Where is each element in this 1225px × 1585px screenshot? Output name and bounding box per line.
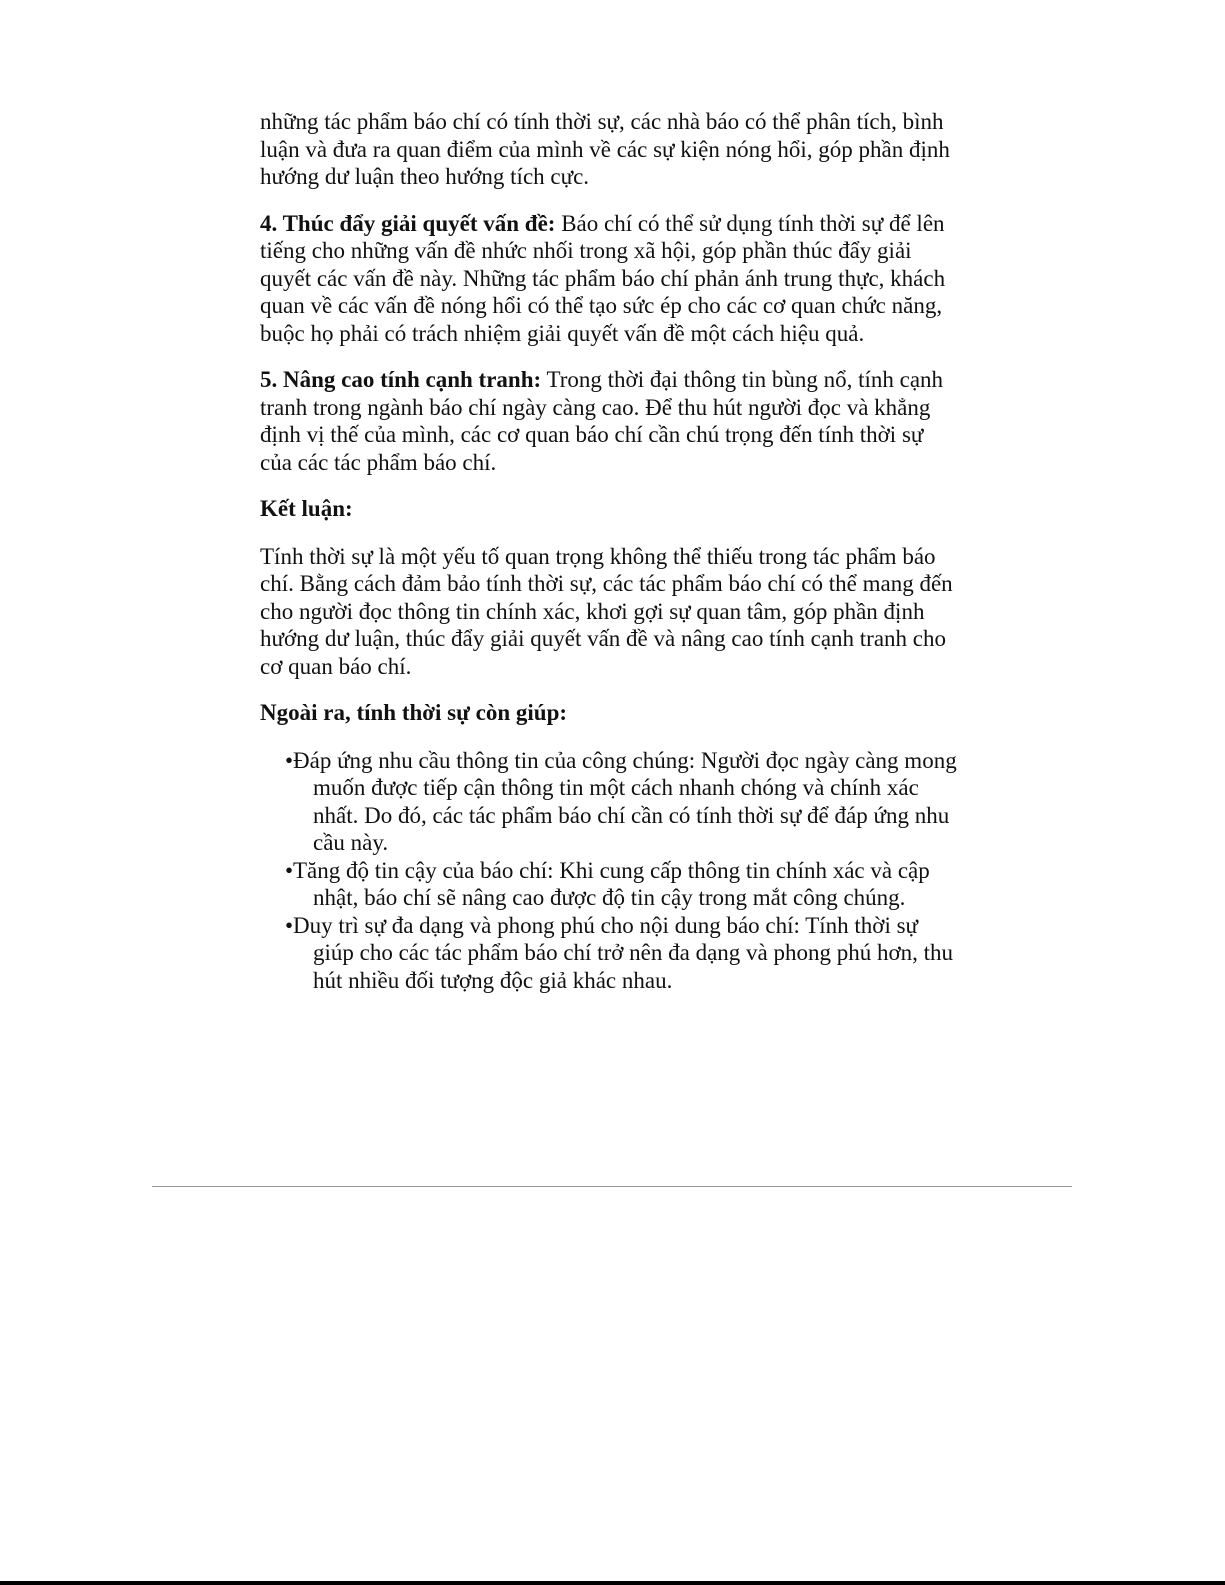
conclusion-paragraph: Tính thời sự là một yếu tố quan trọng không thể thiếu trong tác phẩm báo chí. Bằng cách đảm bảo tính thời sự, các tác phẩm báo chí có thể mang đến cho người đọc thông tin chính xác, khơi gợi sự quan tâm, góp phần định hướng dư luận, thúc đẩy giải quyết vấn đề và nâng cao tính cạnh tranh cho cơ quan báo chí. xyxy=(260,543,953,679)
point-4-title: 4. Thúc đẩy giải quyết vấn đề: xyxy=(260,210,556,236)
benefits-list xyxy=(260,747,960,995)
conclusion-heading: Kết luận: xyxy=(260,496,353,521)
point-5-title: 5. Nâng cao tính cạnh tranh: xyxy=(260,367,542,392)
bullet-marker: • xyxy=(285,747,294,773)
extra-heading: Ngoài ra, tính thời sự còn giúp: xyxy=(260,700,568,725)
bullet-marker: • xyxy=(285,912,294,938)
list-item xyxy=(285,747,960,857)
page-bottom-edge xyxy=(0,1581,1225,1585)
page-divider xyxy=(152,1186,1072,1187)
point-5-text: Trong thời đại thông tin bùng nổ, tính cạnh tranh trong ngành báo chí ngày càng cao. Để thu hút người đọc và khẳng định vị thế của mình, các cơ quan báo chí cần chú trọng đến tính thời sự của các tác phẩm báo chí. xyxy=(260,367,944,475)
list-item-text: Đáp ứng nhu cầu thông tin của công chúng: Người đọc ngày càng mong muốn được tiếp cận thông tin một cách nhanh chóng và chính xác nhất. Do đó, các tác phẩm báo chí cần có tính thời sự để đáp ứng nhu cầu này. xyxy=(293,747,957,855)
point-5-paragraph xyxy=(260,366,960,476)
list-item-text: Tăng độ tin cậy của báo chí: Khi cung cấp thông tin chính xác và cập nhật, báo chí sẽ nâng cao được độ tin cậy trong mắt công chúng. xyxy=(293,857,930,910)
intro-paragraph: những tác phẩm báo chí có tính thời sự, các nhà báo có thể phân tích, bình luận và đưa ra quan điểm của mình về các sự kiện nóng hổi, góp phần định hướng dư luận theo hướng tích cực. xyxy=(260,109,950,189)
list-item xyxy=(285,857,960,912)
point-4-text: Báo chí có thể sử dụng tính thời sự để lên tiếng cho những vấn đề nhức nhối trong xã hội, góp phần thúc đẩy giải quyết các vấn đề này. Những tác phẩm báo chí phản ánh trung thực, khách quan về các vấn đề nóng hổi có thể tạo sức ép cho các cơ quan chức năng, buộc họ phải có trách nhiệm giải quyết vấn đề một cách hiệu quả. xyxy=(260,210,946,346)
list-item-text: Duy trì sự đa dạng và phong phú cho nội dung báo chí: Tính thời sự giúp cho các tác phẩm báo chí trở nên đa dạng và phong phú hơn, thu hút nhiều đối tượng độc giả khác nhau. xyxy=(293,912,954,993)
point-4-paragraph xyxy=(260,210,960,348)
list-item xyxy=(285,912,960,995)
document-body xyxy=(260,108,960,994)
bullet-marker: • xyxy=(285,857,294,883)
